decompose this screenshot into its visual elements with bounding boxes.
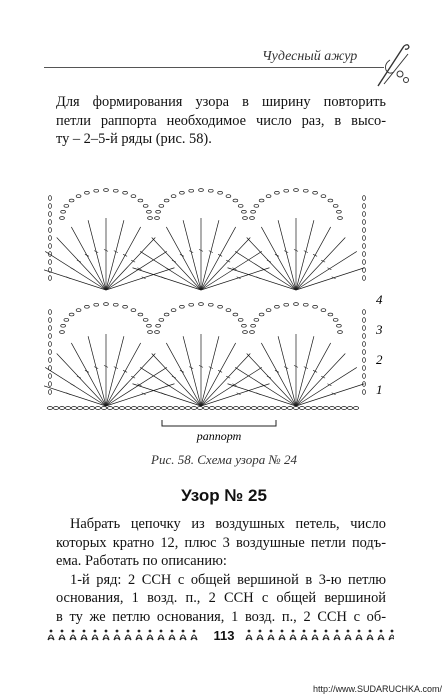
page-number: 113 (204, 628, 244, 643)
intro-line: петли раппорта необходимое число раз, в высо- (56, 112, 386, 129)
crochet-scheme (44, 172, 394, 452)
row-number-3: 3 (376, 322, 383, 337)
body-line: которых кратно 12, плюс 3 воздушные петли подъ- (56, 534, 386, 551)
repeat-label: раппорт (196, 429, 242, 443)
figure-caption: Рис. 58. Схема узора № 24 (151, 452, 297, 467)
intro-line: ту – 2–5-й ряды (рис. 58). (56, 131, 212, 147)
body-line: Набрать цепочку из воздушных петель, число (70, 516, 386, 532)
watermark: http://www.SUDARUCHKA.com/ (312, 684, 442, 694)
row-number-2: 2 (376, 352, 383, 367)
body-line: ема. Работать по описанию: (56, 553, 227, 569)
row-number-1: 1 (376, 382, 383, 397)
header-title: Чудесный ажур (262, 49, 358, 64)
pattern-description (56, 515, 386, 626)
body-line: в ту же петлю основания, 1 возд. п., 2 ССН с об- (56, 608, 386, 625)
header-rule (44, 67, 384, 68)
intro-line: Для формирования узора в ширину повторить (56, 94, 386, 110)
body-line: 1-й ряд: 2 ССН с общей вершиной в 3-ю петлю (70, 571, 386, 588)
intro-paragraph (56, 93, 386, 149)
body-line: основания, 1 возд. п., 2 ССН с общей вершиной (56, 590, 386, 606)
pattern-title: Узор № 25 (181, 486, 267, 505)
repeat-bracket (162, 420, 276, 426)
row-number-4: 4 (376, 292, 383, 307)
hook-needle-ornament-icon (370, 40, 414, 92)
